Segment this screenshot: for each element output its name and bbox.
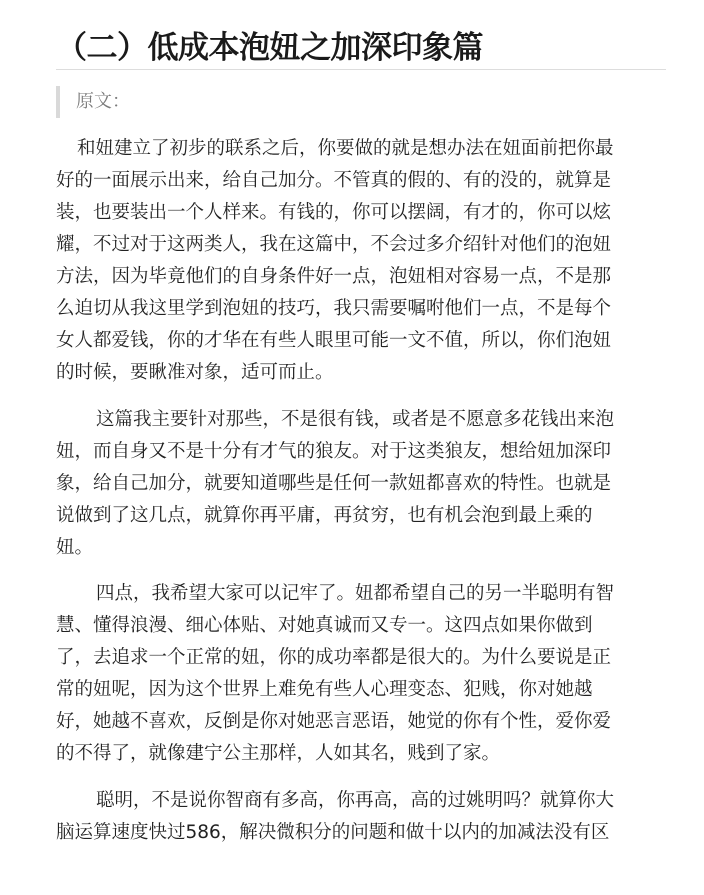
- text-line: 好的一面展示出来，给自己加分。不管真的假的、有的没的，就算是: [56, 170, 612, 191]
- text-line: 象，给自己加分，就要知道哪些是任何一款妞都喜欢的特性。也就是: [56, 473, 612, 494]
- quote-block: [56, 86, 130, 118]
- text-line: 这篇我主要针对那些，不是很有钱，或者是不愿意多花钱出来泡: [96, 409, 615, 430]
- text-line: 慧、懂得浪漫、细心体贴、对她真诚而又专一。这四点如果你做到: [56, 615, 593, 636]
- text-line: 了，去追求一个正常的妞，你的成功率都是很大的。为什么要说是正: [56, 647, 612, 668]
- text-line: 妞，而自身又不是十分有才气的狼友。对于这类狼友，想给妞加深印: [56, 441, 612, 462]
- quote-label: 原文：: [76, 91, 130, 112]
- text-line: 常的妞呢，因为这个世界上难免有些人心理变态、犯贱，你对她越: [56, 679, 593, 700]
- text-line: 么迫切从我这里学到泡妞的技巧，我只需要嘱咐他们一点，不是每个: [56, 298, 612, 319]
- text-line: 装，也要装出一个人样来。有钱的，你可以摆阔，有才的，你可以炫: [56, 202, 612, 223]
- article-title: （二）低成本泡妞之加深印象篇: [56, 30, 483, 66]
- text-line: 聪明，不是说你智商有多高，你再高，高的过姚明吗？就算你大: [96, 790, 615, 811]
- text-line: 四点，我希望大家可以记牢了。妞都希望自己的另一半聪明有智: [96, 583, 615, 604]
- paragraph-1: [56, 133, 666, 389]
- text-line: 的不得了，就像建宁公主那样，人如其名，贱到了家。: [56, 743, 501, 764]
- text-line: 和妞建立了初步的联系之后，你要做的就是想办法在妞面前把你最: [77, 138, 614, 159]
- text-line: 耀，不过对于这两类人，我在这篇中，不会过多介绍针对他们的泡妞: [56, 234, 612, 255]
- text-line: 的时候，要瞅准对象，适可而止。: [56, 362, 334, 383]
- text-line: 女人都爱钱，你的才华在有些人眼里可能一文不值，所以，你们泡妞: [56, 330, 612, 351]
- text-line: 好，她越不喜欢，反倒是你对她恶言恶语，她觉的你有个性，爱你爱: [56, 711, 612, 732]
- paragraph-3: [56, 578, 666, 770]
- paragraph-2: [56, 404, 666, 564]
- text-line: 方法，因为毕竟他们的自身条件好一点，泡妞相对容易一点，不是那: [56, 266, 612, 287]
- text-line: 说做到了这几点，就算你再平庸，再贫穷，也有机会泡到最上乘的: [56, 505, 593, 526]
- paragraph-4: [56, 785, 666, 849]
- text-line: 脑运算速度快过586，解决微积分的问题和做十以内的加减法没有区: [56, 822, 610, 843]
- text-line: 妞。: [56, 537, 94, 558]
- title-divider: [56, 69, 666, 70]
